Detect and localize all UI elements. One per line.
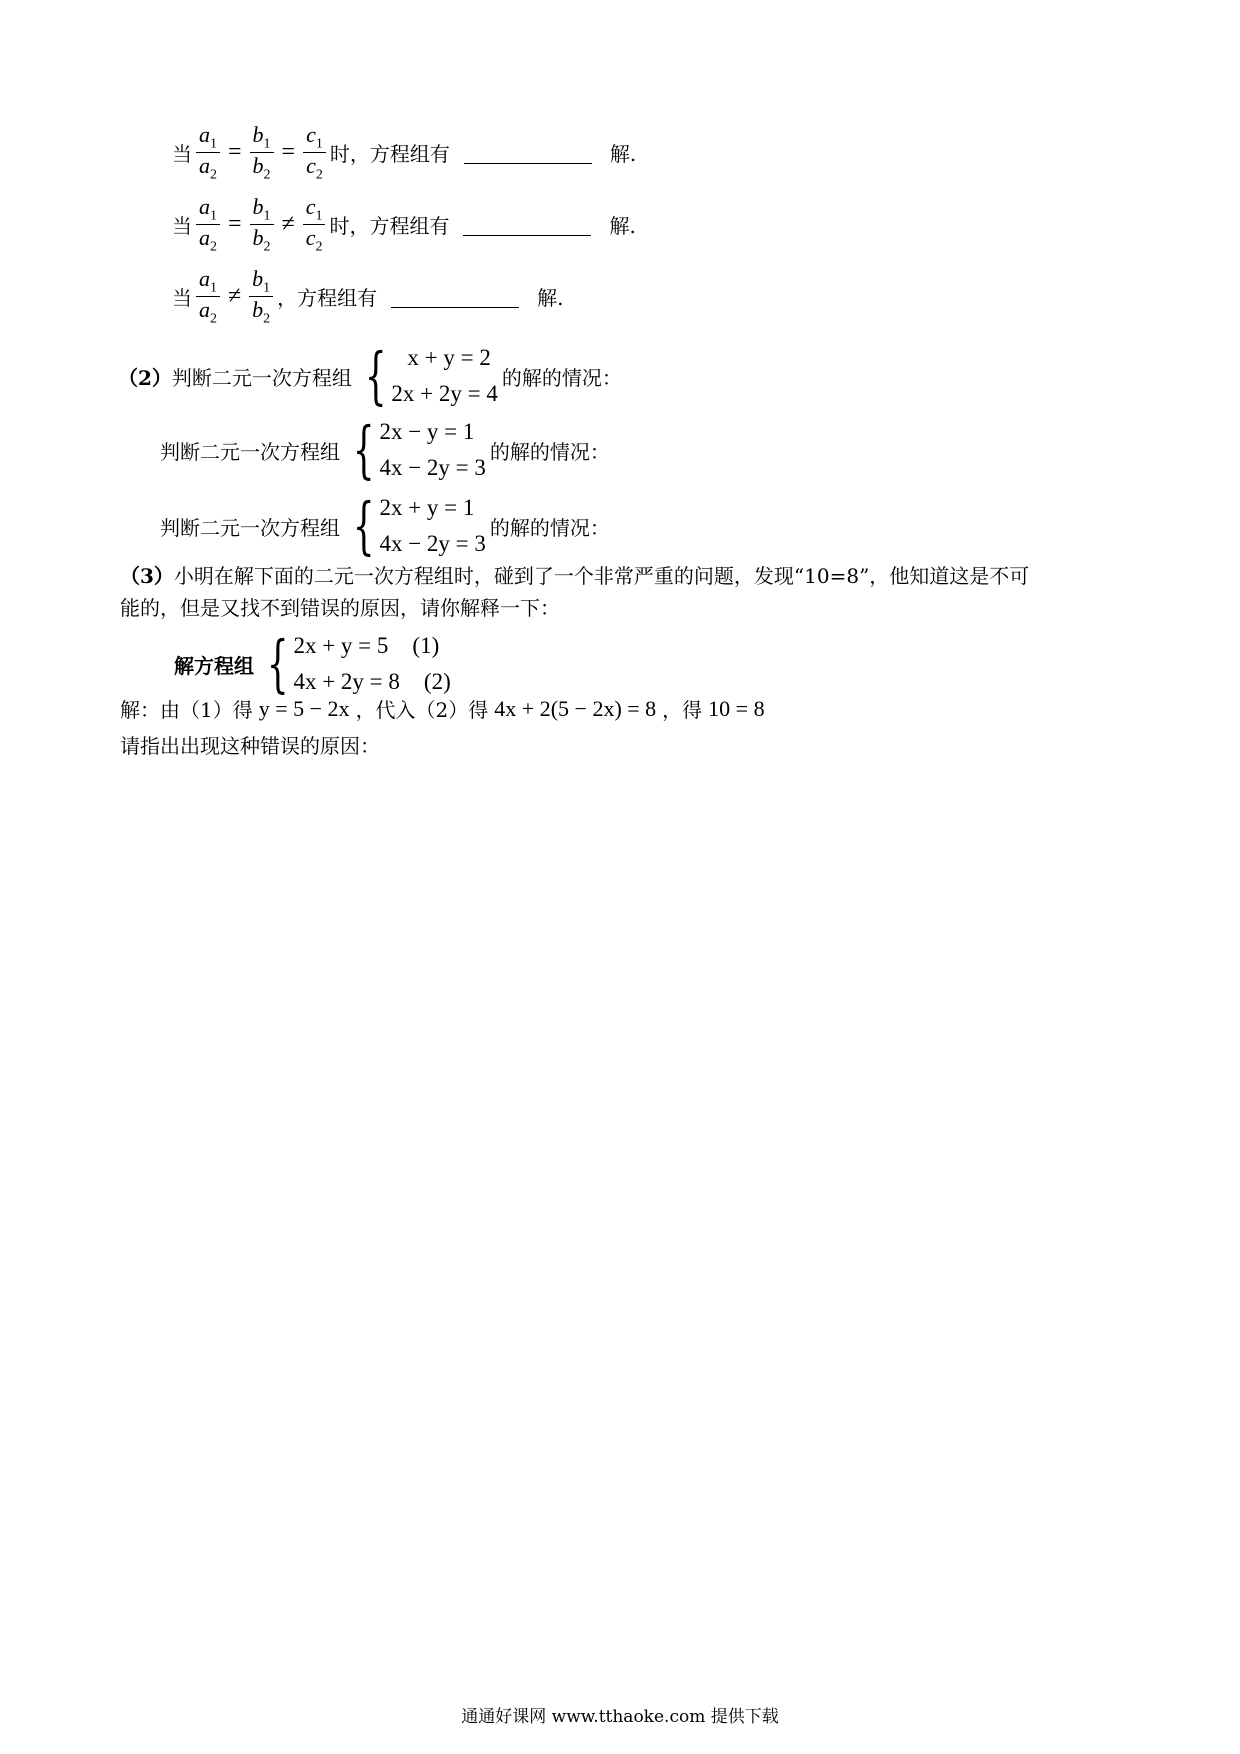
equation: x + y = 2 <box>407 345 491 370</box>
when-text: 当 <box>172 142 192 167</box>
fraction-b: $\frac{b_1}{b_2}$ <box>249 266 273 328</box>
q3-text-line1: 小明在解下面的二元一次方程组时，碰到了一个非常严重的问题，发现“10=8”，他知道这是不可 <box>173 564 1030 588</box>
footer: 通通好课网 www.tthaoke.com 提供下载 <box>461 1707 779 1727</box>
condition-equal-all <box>172 122 636 184</box>
equation: 2x + y = 1 <box>379 495 475 520</box>
equals-sign: = <box>228 139 242 166</box>
solution-result: 10 = 8 <box>708 695 765 721</box>
brace-icon: { <box>266 627 289 700</box>
fraction-c: $\frac{c_1}{c_2}$ <box>303 194 326 256</box>
equation-system <box>258 628 451 700</box>
q3-paragraph <box>120 560 1140 624</box>
answer-blank[interactable] <box>463 213 591 236</box>
q3-ask <box>120 730 380 759</box>
q2-label: （2） <box>118 365 172 390</box>
tail-text: 时，方程组有 <box>329 142 450 167</box>
answer-blank[interactable] <box>464 141 592 164</box>
not-equal-sign: ≠ <box>281 211 295 238</box>
solution-then: ，得 <box>662 698 703 722</box>
jie-text: 解. <box>537 286 564 311</box>
not-equal-sign: ≠ <box>228 283 242 310</box>
q3-text-line2: 能的，但是又找不到错误的原因，请你解释一下： <box>120 596 560 620</box>
equation-system <box>344 490 486 562</box>
solution-mid: ，代入（2）得 <box>355 698 489 722</box>
when-text: 当 <box>172 286 192 311</box>
brace-icon: { <box>352 489 375 562</box>
q3-solution <box>120 694 765 723</box>
brace-icon: { <box>364 339 387 412</box>
jie-text: 解. <box>609 142 637 167</box>
fraction-a: $\frac{a_1}{a_2}$ <box>196 194 220 256</box>
answer-blank[interactable] <box>391 285 519 308</box>
equation-2: 4x + 2y = 8 (2) <box>293 669 451 694</box>
equation: 2x + 2y = 4 <box>391 381 498 406</box>
equals-sign: = <box>281 139 296 166</box>
brace-icon: { <box>352 413 375 486</box>
q3-label: （3） <box>120 564 174 588</box>
solve-label: 解方程组 <box>174 653 254 678</box>
q3-system <box>174 628 455 700</box>
fraction-c: $\frac{c_1}{c_2}$ <box>303 122 326 184</box>
solution-y: y = 5 − 2x <box>258 695 350 721</box>
solution-sub: 4x + 2(5 − 2x) = 8 <box>494 695 657 721</box>
situation-text: 的解的情况： <box>489 515 610 540</box>
fraction-a: $\frac{a_1}{a_2}$ <box>196 266 220 328</box>
tail-text: 时，方程组有 <box>329 214 450 239</box>
judge-text: 判断二元一次方程组 <box>160 515 340 540</box>
condition-unique <box>172 266 564 328</box>
judge-text: 判断二元一次方程组 <box>160 439 340 464</box>
q2-system-1 <box>118 340 622 412</box>
jie-text: 解. <box>609 214 636 239</box>
fraction-a: $\frac{a_1}{a_2}$ <box>196 122 220 184</box>
ask-text: 请指出出现这种错误的原因： <box>120 734 380 758</box>
equals-sign: = <box>228 211 242 238</box>
judge-text: 判断二元一次方程组 <box>171 365 352 390</box>
fraction-b: $\frac{b_1}{b_2}$ <box>250 122 274 184</box>
situation-text: 的解的情况： <box>501 365 622 390</box>
equation-system <box>356 340 498 412</box>
equation: 4x − 2y = 3 <box>379 455 486 480</box>
equation: 2x − y = 1 <box>379 419 475 444</box>
equation-system <box>344 414 486 486</box>
q2-system-2 <box>160 414 610 486</box>
q2-system-3 <box>160 490 610 562</box>
equation: 4x − 2y = 3 <box>379 531 486 556</box>
equation-1: 2x + y = 5 (1) <box>293 633 440 658</box>
solution-prefix: 解：由（1）得 <box>120 698 253 722</box>
when-text: 当 <box>172 214 192 239</box>
situation-text: 的解的情况： <box>489 439 610 464</box>
condition-no-solution <box>172 194 636 256</box>
tail-text: ，方程组有 <box>277 286 378 311</box>
fraction-b: $\frac{b_1}{b_2}$ <box>250 194 274 256</box>
